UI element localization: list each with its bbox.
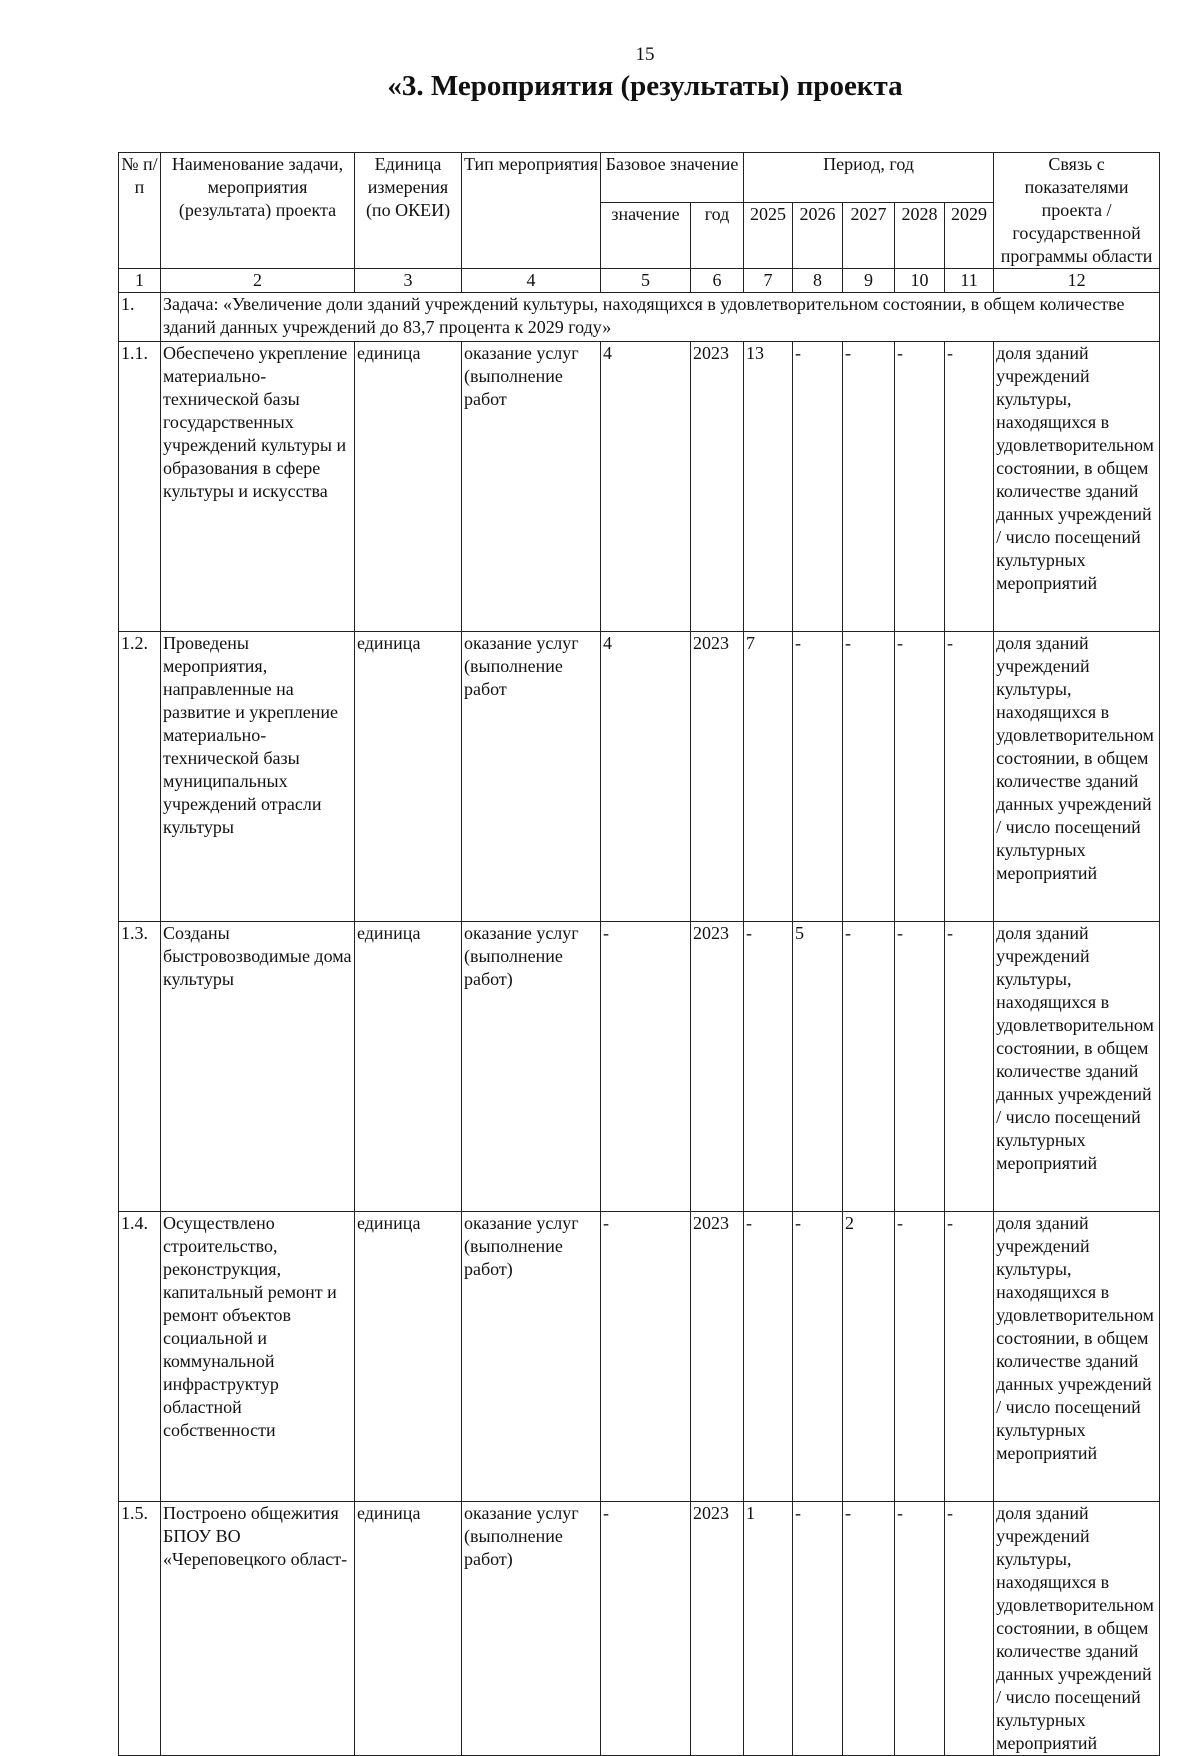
- row-base-year: 2023: [691, 1212, 744, 1502]
- column-number: 5: [601, 269, 691, 293]
- row-type: оказание услуг (выполнение работ: [462, 342, 601, 632]
- row-base-year: 2023: [691, 922, 744, 1212]
- row-2027: 2: [843, 1212, 895, 1502]
- row-2029: -: [945, 342, 994, 632]
- row-2029: -: [945, 922, 994, 1212]
- row-type: оказание услуг (выполнение работ): [462, 1502, 601, 1756]
- row-2027: -: [843, 342, 895, 632]
- row-2029: -: [945, 1212, 994, 1502]
- column-number: 4: [462, 269, 601, 293]
- table-row: [119, 1212, 1160, 1502]
- page-number: 15: [635, 44, 655, 65]
- row-name: Обеспечено укрепление материально-технической базы государственных учреждений культуры и образования в сфере культуры и искусства: [161, 342, 355, 632]
- row-name: Созданы быстровозводимые дома культуры: [161, 922, 355, 1212]
- row-num: 1.2.: [119, 632, 161, 922]
- row-2027: -: [843, 1502, 895, 1756]
- row-base-value: 4: [601, 342, 691, 632]
- header-base-year: год: [691, 202, 744, 268]
- header-unit: Единица измерения (по ОКЕИ): [355, 153, 462, 269]
- row-2026: -: [793, 632, 843, 922]
- table-row: [119, 342, 1160, 632]
- row-type: оказание услуг (выполнение работ): [462, 922, 601, 1212]
- header-base: Базовое значение: [601, 153, 744, 203]
- header-row-1: [119, 153, 1160, 203]
- row-base-year: 2023: [691, 342, 744, 632]
- row-2025: -: [744, 1212, 793, 1502]
- row-unit: единица: [355, 342, 462, 632]
- task-row: [119, 293, 1160, 342]
- row-2029: -: [945, 1502, 994, 1756]
- table-row: [119, 632, 1160, 922]
- events-table: [118, 152, 1160, 1756]
- row-type: оказание услуг (выполнение работ: [462, 632, 601, 922]
- header-year-2028: 2028: [895, 202, 945, 268]
- column-number: 6: [691, 269, 744, 293]
- column-number: 1: [119, 269, 161, 293]
- row-unit: единица: [355, 1502, 462, 1756]
- header-base-value: значение: [601, 202, 691, 268]
- row-2025: 1: [744, 1502, 793, 1756]
- row-2026: 5: [793, 922, 843, 1212]
- row-link: доля зданий учреждений культуры, находящихся в удовлетворительном состоянии, в общем количестве зданий данных учреждений / число посещений культурных мероприятий: [994, 1212, 1160, 1502]
- row-unit: единица: [355, 632, 462, 922]
- row-num: 1.1.: [119, 342, 161, 632]
- row-2028: -: [895, 1502, 945, 1756]
- row-2025: 7: [744, 632, 793, 922]
- column-number: 3: [355, 269, 462, 293]
- column-number: 7: [744, 269, 793, 293]
- header-year-2025: 2025: [744, 202, 793, 268]
- header-year-2026: 2026: [793, 202, 843, 268]
- row-link: доля зданий учреждений культуры, находящихся в удовлетворительном состоянии, в общем количестве зданий данных учреждений / число посещений культурных мероприятий: [994, 632, 1160, 922]
- row-name: Проведены мероприятия, направленные на развитие и укрепление материально-технической базы муниципальных учреждений отрасли культуры: [161, 632, 355, 922]
- task-num: 1.: [119, 293, 161, 342]
- table-row: [119, 922, 1160, 1212]
- column-numbers-row: [119, 269, 1160, 293]
- row-2026: -: [793, 1502, 843, 1756]
- row-num: 1.3.: [119, 922, 161, 1212]
- column-number: 9: [843, 269, 895, 293]
- row-2028: -: [895, 1212, 945, 1502]
- column-number: 12: [994, 269, 1160, 293]
- task-text: Задача: «Увеличение доли зданий учреждений культуры, находящихся в удовлетворительном состоянии, в общем количестве зданий данных учреждений до 83,7 процента к 2029 году»: [161, 293, 1160, 342]
- row-base-year: 2023: [691, 632, 744, 922]
- row-type: оказание услуг (выполнение работ): [462, 1212, 601, 1502]
- row-num: 1.5.: [119, 1502, 161, 1756]
- header-type: Тип мероприятия: [462, 153, 601, 269]
- row-link: доля зданий учреждений культуры, находящихся в удовлетворительном состоянии, в общем количестве зданий данных учреждений / число посещений культурных мероприятий: [994, 1502, 1160, 1756]
- header-period: Период, год: [744, 153, 994, 203]
- row-unit: единица: [355, 1212, 462, 1502]
- row-2028: -: [895, 632, 945, 922]
- row-base-value: -: [601, 922, 691, 1212]
- row-2026: -: [793, 1212, 843, 1502]
- header-num: № п/п: [119, 153, 161, 269]
- row-2029: -: [945, 632, 994, 922]
- row-base-value: -: [601, 1502, 691, 1756]
- column-number: 2: [161, 269, 355, 293]
- header-link: Связь с показателями проекта / государственной программы области: [994, 153, 1160, 269]
- row-name: Построено общежития БПОУ ВО «Череповецкого област-: [161, 1502, 355, 1756]
- row-num: 1.4.: [119, 1212, 161, 1502]
- row-base-value: -: [601, 1212, 691, 1502]
- header-year-2029: 2029: [945, 202, 994, 268]
- column-number: 8: [793, 269, 843, 293]
- row-name: Осуществлено строительство, реконструкция, капитальный ремонт и ремонт объектов социальной и коммунальной инфраструктур областной собственности: [161, 1212, 355, 1502]
- row-unit: единица: [355, 922, 462, 1212]
- row-2027: -: [843, 922, 895, 1212]
- header-year-2027: 2027: [843, 202, 895, 268]
- row-2028: -: [895, 342, 945, 632]
- row-2028: -: [895, 922, 945, 1212]
- table-row: [119, 1502, 1160, 1756]
- row-2027: -: [843, 632, 895, 922]
- row-base-year: 2023: [691, 1502, 744, 1756]
- header-name: Наименование задачи, мероприятия (результата) проекта: [161, 153, 355, 269]
- row-link: доля зданий учреждений культуры, находящихся в удовлетворительном состоянии, в общем количестве зданий данных учреждений / число посещений культурных мероприятий: [994, 922, 1160, 1212]
- column-number: 11: [945, 269, 994, 293]
- row-2025: -: [744, 922, 793, 1212]
- column-number: 10: [895, 269, 945, 293]
- row-2025: 13: [744, 342, 793, 632]
- page-title: «3. Мероприятия (результаты) проекта: [387, 70, 903, 102]
- row-2026: -: [793, 342, 843, 632]
- row-base-value: 4: [601, 632, 691, 922]
- row-link: доля зданий учреждений культуры, находящихся в удовлетворительном состоянии, в общем количестве зданий данных учреждений / число посещений культурных мероприятий: [994, 342, 1160, 632]
